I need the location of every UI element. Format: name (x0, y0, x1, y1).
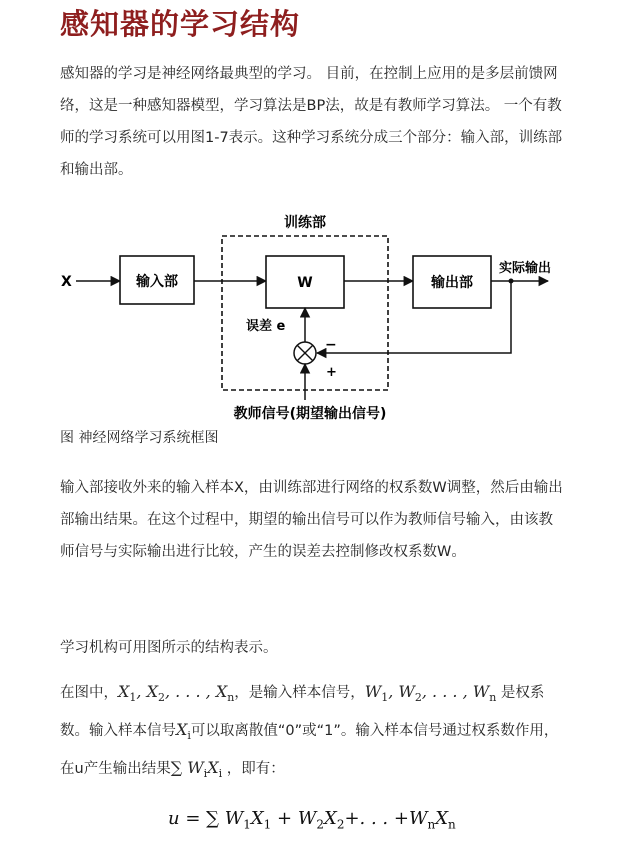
learning-system-diagram (0, 200, 621, 429)
symbols-paragraph (60, 676, 565, 791)
text-segment: ，即有： (226, 761, 285, 778)
math-sum: ∑ $W_iX_i$ (170, 758, 223, 781)
text-segment: 在图中， (60, 685, 118, 701)
structure-paragraph: 学习机构可用图所示的结构表示。 (60, 640, 278, 656)
math-weights: $W_1$, $W_2$, . . . , $W_n$ (364, 682, 497, 705)
page-title: 感知器的学习结构 (60, 7, 301, 41)
text-segment: 可以取离散值“0”或“1”。输入样本信号通过权系数作用，在u产生输出结果 (60, 723, 559, 778)
teacher-signal-label: 教师信号(期望输出信号) (233, 406, 387, 422)
input-x-label: X (61, 274, 72, 290)
output-block-label: 输出部 (431, 275, 473, 291)
math-xi: $X_i$ (176, 720, 191, 743)
text-segment: 是权系数。输入样本信号 (60, 685, 545, 740)
text-segment: ，是输入样本信号， (234, 685, 365, 701)
description-paragraph: 输入部接收外来的输入样本X，由训练部进行网络的权系数W调整，然后由输出部输出结果。在这个过程中，期望的输出信号可以作为教师信号输入，由该教师信号与实际输出进行比较，产生的误差去控制修改权系数W。 (60, 480, 563, 560)
diagram-svg (0, 200, 621, 425)
math-inputs: $X_1$, $X_2$, . . . , $X_n$ (118, 682, 235, 705)
output-formula: u = ∑ $W_1X_1 + W_2X_2+$. . . $+W_nX_n$ (168, 808, 456, 832)
training-label: 训练部 (284, 215, 326, 231)
figure-caption: 图 神经网络学习系统框图 (60, 430, 219, 446)
input-block-label: 输入部 (136, 274, 178, 290)
minus-sign: − (325, 337, 337, 353)
error-label: 误差 e (246, 319, 286, 334)
plus-sign: + (326, 365, 337, 380)
weight-block-label: W (297, 275, 313, 291)
intro-paragraph: 感知器的学习是神经网络最典型的学习。 目前，在控制上应用的是多层前馈网络，这是一种感知器模型，学习算法是BP法，故是有教师学习算法。 一个有教师的学习系统可以用图1-7表示。这种学习系统分成三个部分：输入部，训练部和输出部。 (60, 66, 563, 178)
actual-output-label: 实际输出 (499, 261, 552, 276)
